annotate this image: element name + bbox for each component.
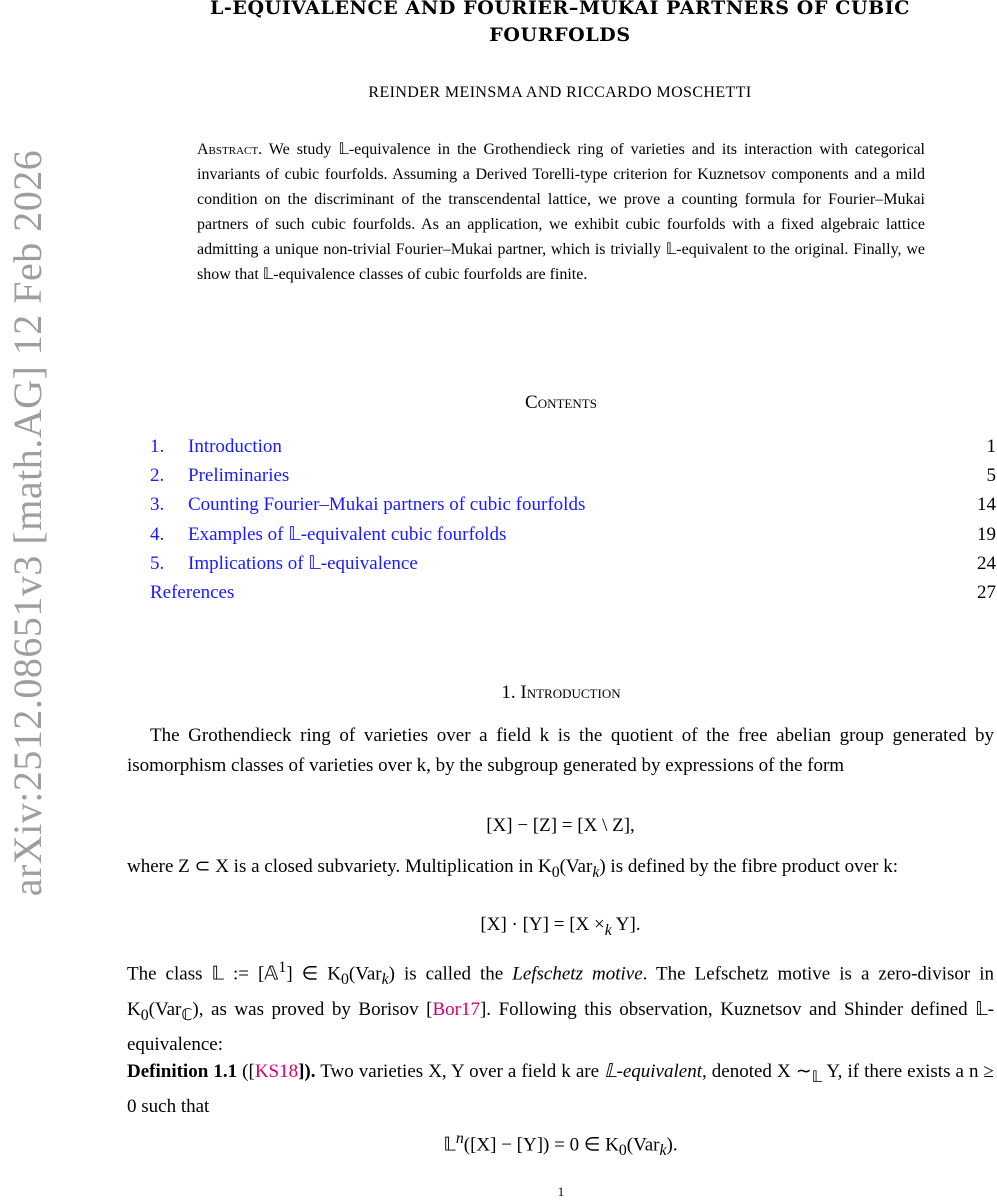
emphasis: 𝕃-equivalent bbox=[604, 1061, 702, 1082]
paragraph-intro: The Grothendieck ring of varieties over a field k is the quotient of the free abelian group generated by isomorphism classes of varieties over k, by the subgroup generated by expressions of the form bbox=[127, 725, 994, 776]
text-run: , denoted X ∼ bbox=[701, 1061, 812, 1082]
section-title: Introduction bbox=[520, 682, 621, 703]
toc-row[interactable] bbox=[150, 490, 996, 519]
table-of-contents bbox=[150, 432, 996, 607]
citation-link[interactable]: Bor17 bbox=[432, 998, 480, 1020]
toc-number[interactable]: 2. bbox=[150, 465, 165, 487]
text-run: ]. Following this observation, Kuznetsov and Shinder defined 𝕃-equivalence: bbox=[127, 998, 994, 1055]
toc-row[interactable] bbox=[150, 520, 996, 549]
toc-link[interactable]: Preliminaries bbox=[188, 465, 290, 487]
equation-run: 𝕃 bbox=[443, 1134, 456, 1156]
toc-link[interactable]: Counting Fourier–Mukai partners of cubic fourfolds bbox=[188, 494, 586, 516]
toc-number[interactable]: 4. bbox=[150, 523, 165, 545]
toc-row[interactable] bbox=[150, 432, 996, 461]
equation-subscript: k bbox=[604, 921, 612, 939]
abstract-text: We study 𝕃-equivalence in the Grothendieck ring of varieties and its interaction with categorical invariants of cubic fourfolds. Assuming a Derived Torelli-type criterion for Kuznetsov components and a mild condition on the discriminant of the transcendental lattice, we prove a counting formula for Fourier–Mukai partners of such cubic fourfolds. As an application, we exhibit cubic fourfolds with a fixed algebraic lattice admitting a unique non-trivial Fourier–Mukai partner, which is trivially 𝕃-equivalent to the original. Finally, we show that 𝕃-equivalence classes of cubic fourfolds are finite. bbox=[197, 141, 925, 283]
toc-page: 24 bbox=[977, 552, 996, 574]
equation-run: ([X] − [Y]) = 0 ∈ K bbox=[463, 1134, 619, 1156]
paragraph-lefschetz: The class 𝕃 := [𝔸$^1$] ∈ $K_0(Var_k)$ is called the Lefschetz motive. The Lefschetz motive is a zero-divisor in $K_0(Var_ℂ)$, as was proved by Borisov [Bor17]. Following this observation, Kuznetsov and Shinder defined 𝕃-equivalence: bbox=[127, 959, 994, 1055]
equation-run: [X] · [Y] = [X × bbox=[480, 914, 605, 935]
emphasis: Lefschetz motive bbox=[512, 963, 643, 985]
equation-product bbox=[127, 914, 994, 940]
toc-row[interactable] bbox=[150, 461, 996, 490]
toc-page: 5 bbox=[986, 465, 996, 487]
text-run: ]). bbox=[298, 1061, 316, 1082]
toc-link[interactable]: Examples of 𝕃-equivalent cubic fourfolds bbox=[188, 523, 507, 545]
toc-number[interactable]: 1. bbox=[150, 436, 165, 457]
toc-link[interactable]: Introduction bbox=[188, 436, 282, 457]
toc-number[interactable]: 5. bbox=[150, 552, 165, 574]
arxiv-identifier: arXiv:2512.08651v3 [math.AG] 12 Feb 2026 bbox=[5, 149, 50, 897]
toc-number[interactable]: 3. bbox=[150, 494, 165, 516]
title-line-1: L-EQUIVALENCE AND FOURIER–MUKAI PARTNERS OF CUBIC bbox=[209, 0, 911, 19]
section-number: 1. bbox=[501, 682, 516, 703]
text-run: where Z ⊂ X is a closed subvariety. Multiplication in K bbox=[127, 856, 552, 877]
toc-page: 14 bbox=[977, 494, 996, 516]
toc-row[interactable] bbox=[150, 549, 996, 578]
text-run: ) is called the bbox=[388, 963, 513, 985]
equation-l-equivalence: 𝕃$^n$([X] − [Y]) = 0 ∈ $K_0(Var_k)$. bbox=[443, 1130, 678, 1160]
toc-row[interactable] bbox=[150, 578, 996, 607]
equation-difference: [X] − [Z] = [X \ Z], bbox=[486, 815, 635, 836]
toc-page: 27 bbox=[977, 581, 996, 603]
text-run: ] ∈ K bbox=[286, 963, 341, 985]
citation-link[interactable]: KS18 bbox=[254, 1061, 299, 1082]
page-number: 1 bbox=[557, 1184, 565, 1199]
authors: REINDER MEINSMA AND RICCARDO MOSCHETTI bbox=[368, 84, 752, 101]
equation-run: Y]. bbox=[611, 914, 641, 935]
text-run: ) is defined by the fibre product over k: bbox=[599, 856, 898, 877]
abstract-label: Abstract. bbox=[197, 141, 263, 158]
toc-link[interactable]: Implications of 𝕃-equivalence bbox=[188, 552, 418, 574]
title-line-2: FOURFOLDS bbox=[489, 24, 631, 46]
definition-label: Definition 1.1 bbox=[127, 1061, 238, 1082]
text-run: . The Lefschetz motive is a zero-divisor in K bbox=[127, 963, 994, 1020]
section-heading bbox=[130, 682, 992, 704]
text-run: ), as was proved by Borisov [ bbox=[192, 998, 433, 1020]
text-run: Two varieties X, Y over a field k are bbox=[315, 1061, 605, 1082]
text-run: ([ bbox=[237, 1061, 255, 1082]
equation-run: (Var bbox=[626, 1134, 660, 1156]
equation-run: ). bbox=[666, 1134, 678, 1156]
text-run: The class 𝕃 := [𝔸 bbox=[127, 963, 279, 985]
text-run: (Var bbox=[348, 963, 382, 985]
toc-page: 19 bbox=[977, 523, 996, 545]
text-run: (Var bbox=[148, 998, 182, 1020]
abstract bbox=[197, 137, 925, 287]
toc-page: 1 bbox=[986, 436, 996, 457]
toc-link-references[interactable]: References bbox=[150, 581, 235, 603]
definition-block: Definition 1.1 ([KS18]). Two varieties X, Y over a field k are 𝕃-equivalent, denoted X $\sim_𝕃$ Y, if there exists a n ≥ 0 such that bbox=[127, 1061, 994, 1118]
equation-superscript: n bbox=[455, 1130, 464, 1147]
contents-heading: Contents bbox=[525, 392, 597, 413]
text-run: (Var bbox=[559, 856, 593, 877]
paper-title bbox=[130, 0, 990, 49]
text-run: Y, if there exists a n ≥ 0 such that bbox=[127, 1061, 994, 1118]
paragraph-multiplication: where Z ⊂ X is a closed subvariety. Multiplication in $K_0(Var_k)$ is defined by the fibre product over k: bbox=[127, 856, 898, 881]
